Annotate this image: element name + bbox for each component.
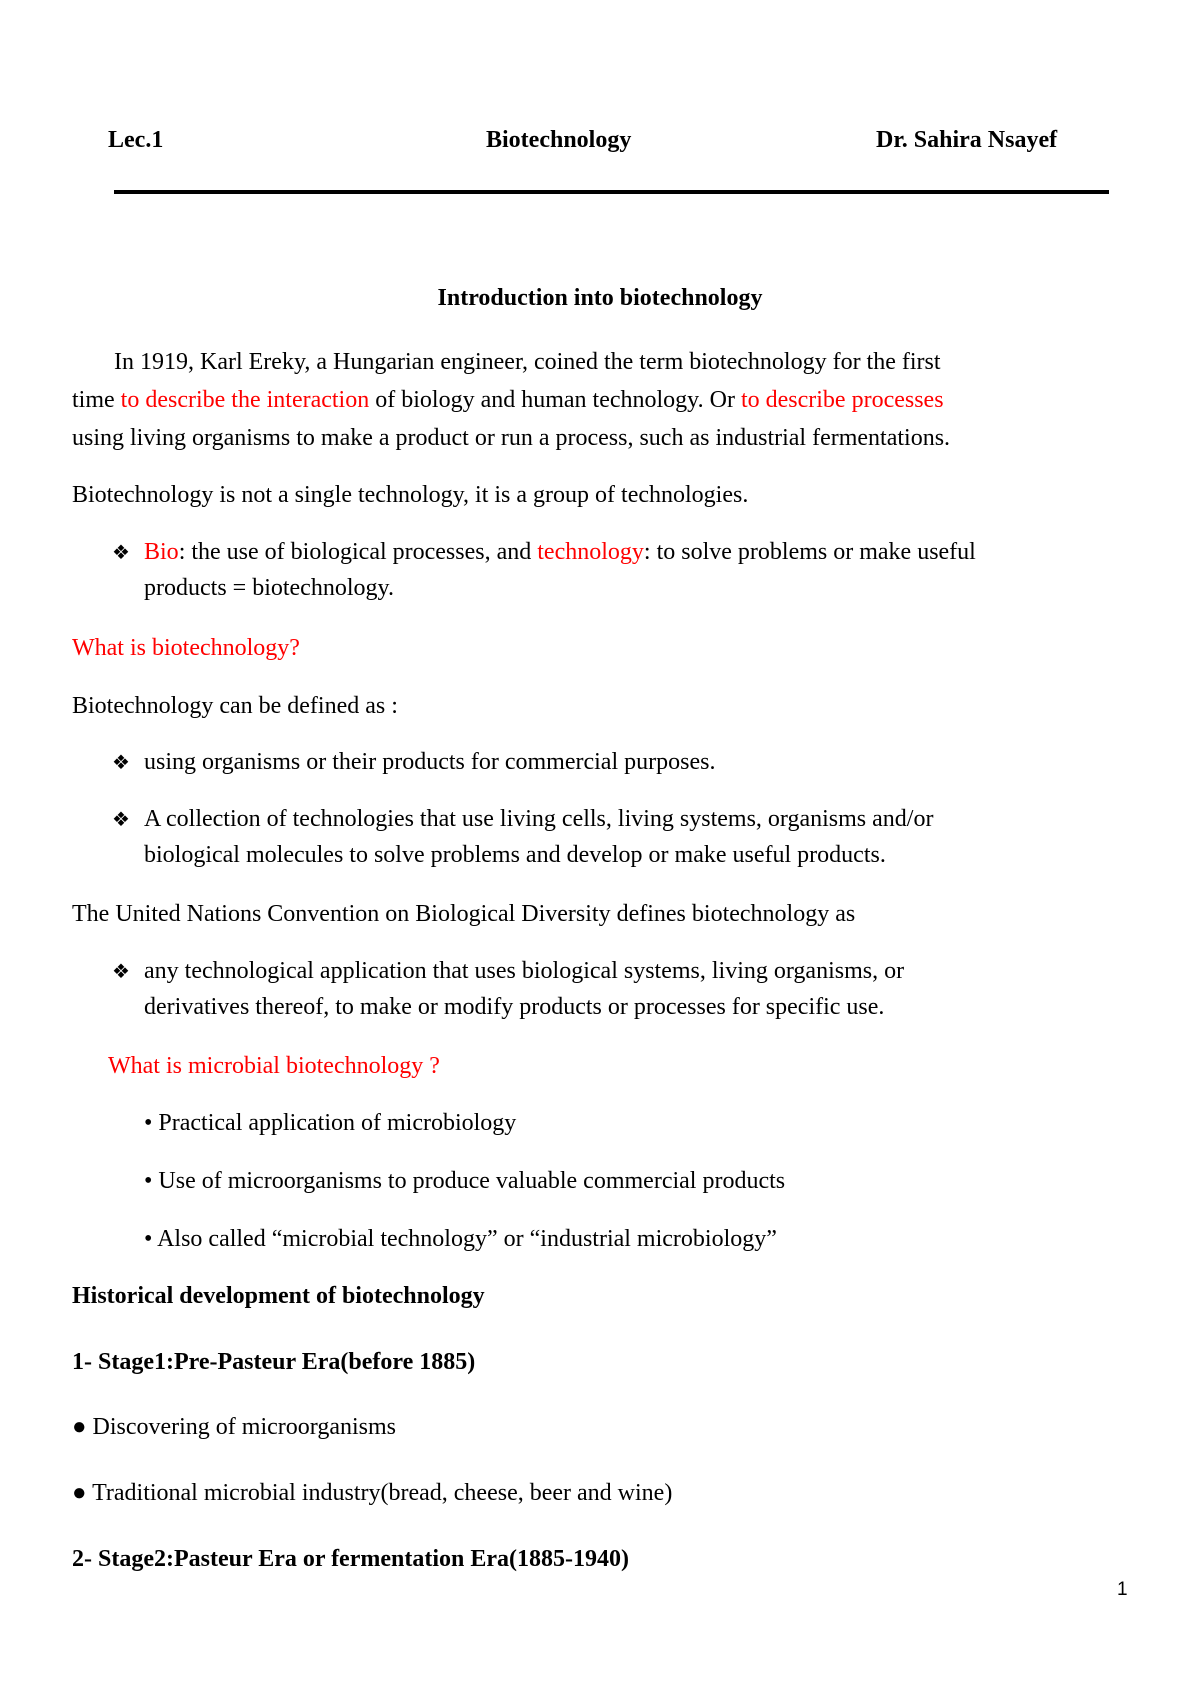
microbial-point: • Use of microorganisms to produce valuable commercial products [144,1168,786,1194]
stage-1-point: ● Discovering of microorganisms [72,1414,396,1440]
bio-term: Bio [144,539,179,565]
definition-text: biological molecules to solve problems and develop or make useful products. [144,842,886,868]
definition-text: A collection of technologies that use living cells, living systems, organisms and/or [144,806,934,832]
question-what-is-biotechnology: What is biotechnology? [72,635,300,661]
intro-text: time [72,387,121,413]
diamond-bullet-icon: ❖ [112,809,130,831]
stage-1-heading: 1- Stage1:Pre-Pasteur Era(before 1885) [72,1349,476,1375]
defined-as-sentence: Biotechnology can be defined as : [72,693,398,719]
un-definition-bullet [112,953,905,991]
intro-line-1: In 1919, Karl Ereky, a Hungarian engineer, coined the term biotechnology for the first [114,349,941,375]
intro-line-2 [72,381,1138,419]
bio-bullet [112,534,976,572]
header-divider [114,190,1109,194]
page-number: 1 [1117,1579,1128,1600]
intro-line-3: using living organisms to make a product or run a process, such as industrial fermentations. [72,425,951,451]
un-definition-text: derivatives thereof, to make or modify products or processes for specific use. [144,994,885,1020]
un-definition-text: any technological application that uses biological systems, living organisms, or [144,958,905,984]
question-microbial-biotechnology: What is microbial biotechnology ? [108,1053,440,1079]
diamond-bullet-icon: ❖ [112,961,130,983]
header-subject: Biotechnology [486,127,632,153]
header-lecture: Lec.1 [108,127,164,153]
diamond-bullet-icon: ❖ [112,752,130,774]
intro-highlight-2: to describe processes [740,387,944,413]
header-author: Dr. Sahira Nsayef [876,127,1058,153]
bio-text: : to solve problems or make useful [643,539,976,565]
microbial-point: • Also called “microbial technology” or “industrial microbiology” [144,1226,777,1252]
stage-1-point: ● Traditional microbial industry(bread, cheese, beer and wine) [72,1480,673,1506]
intro-text: of biology and human technology. Or [369,387,741,413]
intro-highlight-1: to describe the interaction [120,387,370,413]
stage-2-heading: 2- Stage2:Pasteur Era or fermentation Era(1885-1940) [72,1546,629,1572]
diamond-bullet-icon: ❖ [112,542,130,564]
technology-term: technology [537,539,644,565]
microbial-point: • Practical application of microbiology [144,1110,517,1136]
bio-bullet-line-2: products = biotechnology. [144,575,394,601]
history-heading: Historical development of biotechnology [72,1283,485,1309]
definition-text: using organisms or their products for commercial purposes. [144,749,716,775]
definition-bullet-2 [112,801,934,839]
un-convention-sentence: The United Nations Convention on Biological Diversity defines biotechnology as [72,901,856,927]
definition-bullet-1 [112,744,716,782]
bio-text: : the use of biological processes, and [178,539,538,565]
group-sentence: Biotechnology is not a single technology, it is a group of technologies. [72,482,749,508]
page-title: Introduction into biotechnology [437,285,763,311]
